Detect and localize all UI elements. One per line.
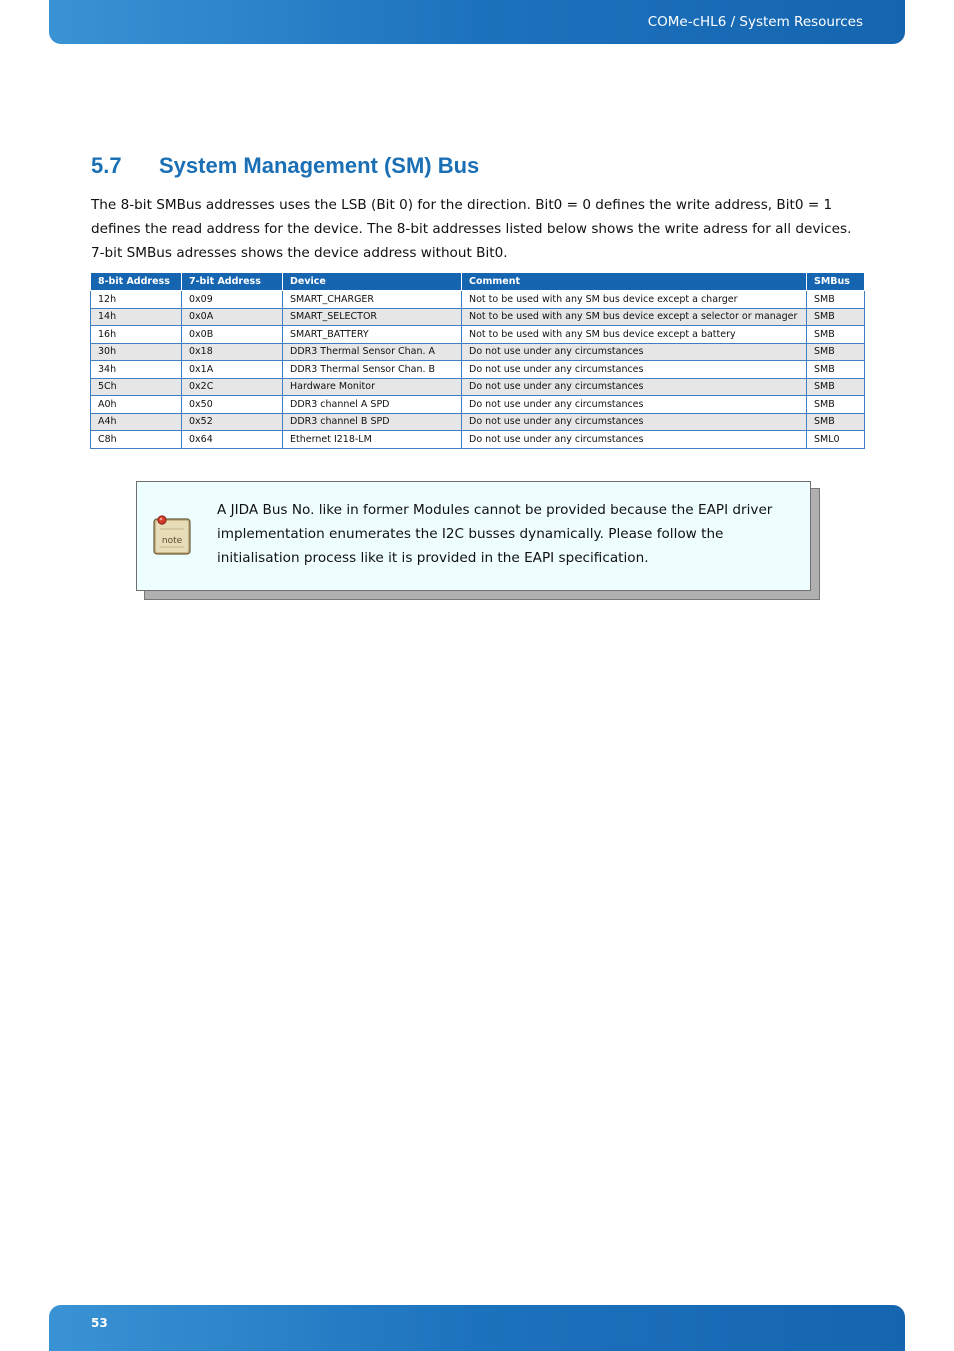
cell-comment: Do not use under any circumstances — [462, 361, 807, 379]
section-number: 5.7 — [91, 153, 122, 178]
cell-7bit: 0x18 — [182, 343, 283, 361]
cell-7bit: 0x1A — [182, 361, 283, 379]
cell-device: Ethernet I218-LM — [283, 431, 462, 449]
cell-7bit: 0x09 — [182, 291, 283, 309]
cell-8bit: 14h — [91, 308, 182, 326]
cell-device: DDR3 Thermal Sensor Chan. B — [283, 361, 462, 379]
page-number: 53 — [91, 1316, 108, 1330]
cell-comment: Not to be used with any SM bus device except a battery — [462, 326, 807, 344]
cell-8bit: 5Ch — [91, 378, 182, 396]
cell-7bit: 0x50 — [182, 396, 283, 414]
cell-device: Hardware Monitor — [283, 378, 462, 396]
column-header-8bit: 8-bit Address — [91, 273, 182, 291]
cell-device: SMART_CHARGER — [283, 291, 462, 309]
cell-device: DDR3 channel B SPD — [283, 413, 462, 431]
cell-8bit: 34h — [91, 361, 182, 379]
table-row — [91, 326, 865, 344]
cell-7bit: 0x52 — [182, 413, 283, 431]
table-row — [91, 413, 865, 431]
table-row — [91, 378, 865, 396]
cell-comment: Do not use under any circumstances — [462, 343, 807, 361]
cell-7bit: 0x2C — [182, 378, 283, 396]
cell-comment: Do not use under any circumstances — [462, 378, 807, 396]
column-header-7bit: 7-bit Address — [182, 273, 283, 291]
note-icon-label: note — [161, 536, 183, 546]
table-row — [91, 431, 865, 449]
cell-comment: Not to be used with any SM bus device except a selector or manager — [462, 308, 807, 326]
cell-device: DDR3 channel A SPD — [283, 396, 462, 414]
note-icon — [151, 512, 193, 556]
cell-device: DDR3 Thermal Sensor Chan. A — [283, 343, 462, 361]
cell-comment: Do not use under any circumstances — [462, 431, 807, 449]
cell-smbus: SML0 — [807, 431, 865, 449]
table-row — [91, 343, 865, 361]
cell-smbus: SMB — [807, 361, 865, 379]
cell-7bit: 0x0A — [182, 308, 283, 326]
cell-comment: Do not use under any circumstances — [462, 413, 807, 431]
table-row — [91, 361, 865, 379]
cell-comment: Not to be used with any SM bus device except a charger — [462, 291, 807, 309]
column-header-smbus: SMBus — [807, 273, 865, 291]
intro-paragraph: The 8-bit SMBus addresses uses the LSB (Bit 0) for the direction. Bit0 = 0 defines the write address, Bit0 = 1 defines the read address for the device. The 8-bit addresses listed below shows the write adress for all devices. 7-bit SMBus adresses shows the device address without Bit0. — [91, 197, 852, 261]
header-title: COMe-cHL6 / System Resources — [647, 14, 863, 30]
cell-smbus: SMB — [807, 308, 865, 326]
section-heading — [91, 153, 479, 179]
cell-device: SMART_SELECTOR — [283, 308, 462, 326]
footer-bar — [49, 1305, 905, 1351]
cell-comment: Do not use under any circumstances — [462, 396, 807, 414]
column-header-device: Device — [283, 273, 462, 291]
table-row — [91, 396, 865, 414]
note-box — [136, 481, 811, 591]
cell-7bit: 0x64 — [182, 431, 283, 449]
cell-8bit: 12h — [91, 291, 182, 309]
smbus-address-table — [90, 272, 865, 449]
table-row — [91, 308, 865, 326]
cell-8bit: A0h — [91, 396, 182, 414]
column-header-comment: Comment — [462, 273, 807, 291]
table-header-row — [91, 273, 865, 291]
note-text: A JIDA Bus No. like in former Modules cannot be provided because the EAPI driver implementation enumerates the I2C busses dynamically. Please follow the initialisation process like it is provided in the EAPI specification. — [217, 502, 773, 566]
cell-7bit: 0x0B — [182, 326, 283, 344]
cell-smbus: SMB — [807, 396, 865, 414]
cell-smbus: SMB — [807, 343, 865, 361]
cell-smbus: SMB — [807, 291, 865, 309]
cell-device: SMART_BATTERY — [283, 326, 462, 344]
cell-smbus: SMB — [807, 378, 865, 396]
cell-8bit: C8h — [91, 431, 182, 449]
cell-smbus: SMB — [807, 413, 865, 431]
header-bar — [49, 0, 905, 44]
cell-smbus: SMB — [807, 326, 865, 344]
section-title: System Management (SM) Bus — [159, 153, 480, 178]
cell-8bit: 16h — [91, 326, 182, 344]
cell-8bit: A4h — [91, 413, 182, 431]
cell-8bit: 30h — [91, 343, 182, 361]
table-row — [91, 291, 865, 309]
